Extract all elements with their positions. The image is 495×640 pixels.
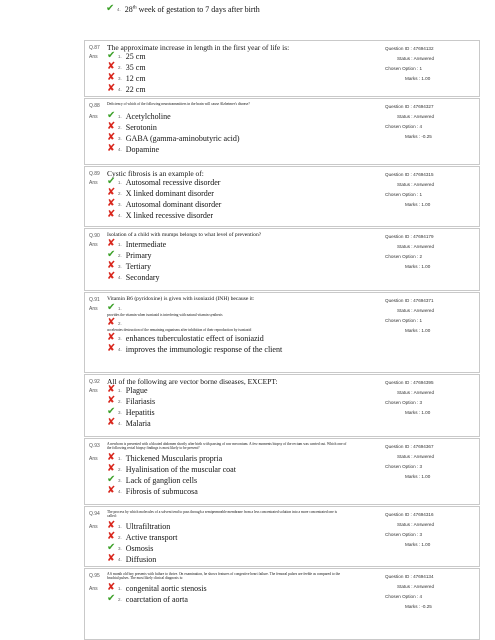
meta-qid: Question ID : 47694134 xyxy=(385,574,434,579)
option-text: Fibrosis of submucosa xyxy=(125,486,198,496)
option-text: X linked recessive disorder xyxy=(125,210,214,220)
meta-marks: Marks : 1.00 xyxy=(405,542,431,547)
option-text: Acetylcholine xyxy=(125,111,171,121)
option-text: accelerates destruction of the remaining organisms after inhibition of their reproduction by isoniazid xyxy=(107,328,252,332)
option-text: 35 cm xyxy=(125,62,146,72)
check-icon: ✔ xyxy=(106,3,115,14)
meta-status: Status : Answered xyxy=(397,182,435,187)
option-row xyxy=(107,543,153,553)
meta-chosen: Chosen Option : 3 xyxy=(385,400,423,405)
option-number: 4. xyxy=(118,346,122,352)
top-option xyxy=(106,3,260,15)
meta-marks: Marks : -0.25 xyxy=(405,604,432,609)
option-text: 12 cm xyxy=(125,73,146,83)
question-number: Q.94 xyxy=(89,511,100,517)
answer-meta xyxy=(385,378,465,418)
option-text: provides the vitamin when isoniazid is interfering with natural vitamin synthesis xyxy=(107,313,223,317)
answer-sheet xyxy=(84,0,480,640)
option-text: enhances tuberculostatic effect of isoniazid xyxy=(125,333,264,343)
answer-meta xyxy=(385,572,465,612)
option-number: 3. xyxy=(118,545,122,551)
option-number: 2. xyxy=(118,466,122,472)
option-number: 2. xyxy=(118,398,122,404)
cross-icon: ✘ xyxy=(107,143,116,154)
ans-label: Ans xyxy=(89,242,98,248)
option-row xyxy=(107,554,156,564)
option-row xyxy=(107,144,159,154)
option-number: 3. xyxy=(118,335,122,341)
meta-status: Status : Answered xyxy=(397,56,435,61)
option-text: coarctation of aorta xyxy=(125,594,188,604)
question-card xyxy=(84,438,480,505)
option-row xyxy=(107,396,155,406)
question-text: The process by which molecules of a solvent tend to pass through a semipermeable membrane from a less concentrated solution into a more concentrated one is called: xyxy=(107,510,338,519)
option-row xyxy=(107,486,198,496)
check-icon: ✔ xyxy=(107,110,116,121)
option-number: 2. xyxy=(118,596,122,602)
option-text: Autosomal dominant disorder xyxy=(125,199,222,209)
option-text: Diffusion xyxy=(125,554,157,564)
meta-qid: Question ID : 47694316 xyxy=(385,512,434,517)
option-row xyxy=(107,418,151,428)
meta-marks: Marks : 1.00 xyxy=(405,264,431,269)
option-text: Malaria xyxy=(125,418,151,428)
option-row xyxy=(107,250,152,260)
option-number: 3. xyxy=(118,75,122,81)
meta-qid: Question ID : 47694395 xyxy=(385,380,434,385)
option-text: 25 cm xyxy=(125,51,146,61)
option-row xyxy=(107,210,213,220)
ans-label: Ans xyxy=(89,524,98,530)
option-number: 1. xyxy=(118,179,122,185)
option-row xyxy=(107,133,240,143)
option-row xyxy=(107,333,264,343)
meta-status: Status : Answered xyxy=(397,114,435,119)
option-number: 4. xyxy=(118,146,122,152)
answer-meta xyxy=(385,170,465,210)
check-icon: ✔ xyxy=(107,406,116,417)
question-text: A newborn is presented with a bloated abdomen shortly after birth with passing of raw meconium. A few moments biopsy of the rectum was carried out. Which one of the following rectal biopsy findings is most likely to be present? xyxy=(107,442,347,451)
option-row xyxy=(107,188,214,198)
option-row xyxy=(107,199,221,209)
meta-chosen: Chosen Option : 4 xyxy=(385,124,423,129)
option-text: Plague xyxy=(125,385,148,395)
cross-icon: ✘ xyxy=(107,187,116,198)
cross-icon: ✘ xyxy=(107,83,116,94)
option-number: 4. xyxy=(118,420,122,426)
option-row xyxy=(107,239,166,249)
meta-status: Status : Answered xyxy=(397,522,435,527)
option-number: 1. xyxy=(118,241,122,247)
question-text: Cystic fibrosis is an example of: xyxy=(107,169,204,178)
question-number: Q.95 xyxy=(89,573,100,579)
option-text: Osmosis xyxy=(125,543,154,553)
option-number: 2. xyxy=(118,320,122,326)
question-card xyxy=(84,292,480,373)
option-number: 1. xyxy=(118,523,122,529)
option-text: Thickened Muscularis propria xyxy=(125,453,223,463)
meta-status: Status : Answered xyxy=(397,244,435,249)
check-icon: ✔ xyxy=(107,176,116,187)
question-text: The approximate increase in length in the first year of life is: xyxy=(107,43,290,52)
option-number: 3. xyxy=(118,135,122,141)
meta-chosen: Chosen Option : 3 xyxy=(385,464,423,469)
option-row xyxy=(107,521,170,531)
option-number: 1. xyxy=(118,53,122,59)
meta-marks: Marks : -0.25 xyxy=(405,134,432,139)
question-card xyxy=(84,228,480,291)
option-row xyxy=(107,453,222,463)
option-row xyxy=(107,583,207,593)
option-number: 4. xyxy=(118,86,122,92)
option-row xyxy=(107,344,282,354)
meta-qid: Question ID : 47694371 xyxy=(385,298,434,303)
option-row xyxy=(107,177,220,187)
option-number: 3. xyxy=(118,477,122,483)
option-number: 1. xyxy=(118,305,122,311)
question-number: Q.92 xyxy=(89,379,100,385)
question-number: Q.89 xyxy=(89,171,100,177)
option-row xyxy=(107,318,347,334)
option-row xyxy=(107,464,236,474)
meta-qid: Question ID : 47694179 xyxy=(385,234,434,239)
cross-icon: ✘ xyxy=(107,384,116,395)
question-text: Vitamin B6 (pyridoxine) is given with isoniazid (INH) because it: xyxy=(107,296,255,302)
option-row xyxy=(107,475,197,485)
check-icon: ✔ xyxy=(107,302,116,313)
cross-icon: ✘ xyxy=(107,332,116,343)
option-number: 1. xyxy=(118,585,122,591)
option-row xyxy=(107,73,146,83)
ans-label: Ans xyxy=(89,180,98,186)
cross-icon: ✘ xyxy=(107,121,116,132)
cross-icon: ✘ xyxy=(107,343,116,354)
cross-icon: ✘ xyxy=(107,395,116,406)
answer-meta xyxy=(385,442,465,482)
option-text: GABA (gamma-aminobutyric acid) xyxy=(125,133,240,143)
meta-chosen: Chosen Option : 1 xyxy=(385,66,423,71)
question-text: Isolation of a child with mumps belongs to what level of prevention? xyxy=(107,232,262,238)
meta-qid: Question ID : 47694367 xyxy=(385,444,434,449)
option-number: 1. xyxy=(118,455,122,461)
meta-marks: Marks : 1.00 xyxy=(405,76,431,81)
option-number: 4. xyxy=(118,274,122,280)
option-number: 1. xyxy=(118,387,122,393)
option-number: 4. xyxy=(118,488,122,494)
meta-marks: Marks : 1.00 xyxy=(405,202,431,207)
cross-icon: ✘ xyxy=(107,132,116,143)
answer-meta xyxy=(385,102,465,142)
question-card xyxy=(84,506,480,567)
answer-meta xyxy=(385,296,465,336)
option-row xyxy=(107,303,347,319)
meta-chosen: Chosen Option : 4 xyxy=(385,594,423,599)
cross-icon: ✘ xyxy=(107,553,116,564)
cross-icon: ✘ xyxy=(107,61,116,72)
answer-meta xyxy=(385,232,465,272)
option-number: 2. xyxy=(118,64,122,70)
meta-status: Status : Answered xyxy=(397,308,435,313)
option-text: Active transport xyxy=(125,532,178,542)
cross-icon: ✘ xyxy=(107,72,116,83)
check-icon: ✔ xyxy=(107,542,116,553)
option-row xyxy=(107,62,146,72)
question-card xyxy=(84,40,480,97)
option-text: Hyalinisation of the muscular coat xyxy=(125,464,236,474)
option-row xyxy=(107,407,155,417)
check-icon: ✔ xyxy=(107,249,116,260)
option-text: X linked dominant disorder xyxy=(125,188,214,198)
option-number: 3. xyxy=(118,201,122,207)
option-text: Lack of ganglion cells xyxy=(125,475,198,485)
option-row xyxy=(107,51,146,61)
ans-label: Ans xyxy=(89,388,98,394)
option-text: Secondary xyxy=(125,272,160,282)
option-text: 28th week of gestation to 7 days after birth xyxy=(124,4,260,14)
cross-icon: ✘ xyxy=(107,520,116,531)
check-icon: ✔ xyxy=(107,593,116,604)
meta-qid: Question ID : 47694327 xyxy=(385,104,434,109)
cross-icon: ✘ xyxy=(107,260,116,271)
option-number: 3. xyxy=(118,409,122,415)
cross-icon: ✘ xyxy=(107,485,116,496)
meta-status: Status : Answered xyxy=(397,584,435,589)
ans-label: Ans xyxy=(89,54,98,60)
option-row xyxy=(107,594,188,604)
question-number: Q.93 xyxy=(89,443,100,449)
option-number: 2. xyxy=(118,124,122,130)
option-text: Serotonin xyxy=(125,122,157,132)
meta-chosen: Chosen Option : 2 xyxy=(385,254,423,259)
option-text: Autosomal recessive disorder xyxy=(125,177,221,187)
meta-marks: Marks : 1.00 xyxy=(405,410,431,415)
cross-icon: ✘ xyxy=(107,452,116,463)
option-row xyxy=(107,261,151,271)
option-number: 4. xyxy=(117,6,121,12)
option-text: 22 cm xyxy=(125,84,146,94)
meta-chosen: Chosen Option : 3 xyxy=(385,532,423,537)
cross-icon: ✘ xyxy=(107,531,116,542)
option-text: congenital aortic stenosis xyxy=(125,583,207,593)
cross-icon: ✘ xyxy=(107,271,116,282)
question-number: Q.87 xyxy=(89,45,100,51)
meta-status: Status : Answered xyxy=(397,454,435,459)
option-text: improves the immunologic response of the client xyxy=(125,344,283,354)
question-number: Q.91 xyxy=(89,297,100,303)
option-row xyxy=(107,111,171,121)
ans-label: Ans xyxy=(89,456,98,462)
check-icon: ✔ xyxy=(107,50,116,61)
question-number: Q.88 xyxy=(89,103,100,109)
option-number: 3. xyxy=(118,263,122,269)
answer-meta xyxy=(385,510,465,550)
option-text: Ultrafiltration xyxy=(125,521,171,531)
meta-marks: Marks : 1.00 xyxy=(405,328,431,333)
cross-icon: ✘ xyxy=(107,463,116,474)
ans-label: Ans xyxy=(89,306,98,312)
question-text: All of the following are vector borne diseases, EXCEPT: xyxy=(107,377,278,386)
option-number: 4. xyxy=(118,212,122,218)
answer-meta xyxy=(385,44,465,84)
option-number: 1. xyxy=(118,113,122,119)
option-number: 2. xyxy=(118,252,122,258)
cross-icon: ✘ xyxy=(107,209,116,220)
option-number: 4. xyxy=(118,556,122,562)
cross-icon: ✘ xyxy=(107,238,116,249)
option-text: Primary xyxy=(125,250,152,260)
cross-icon: ✘ xyxy=(107,317,116,328)
option-text: Tertiary xyxy=(125,261,151,271)
cross-icon: ✘ xyxy=(107,582,116,593)
ans-label: Ans xyxy=(89,586,98,592)
question-number: Q.90 xyxy=(89,233,100,239)
option-text: Filariasis xyxy=(125,396,156,406)
question-text: A 6 month old boy presents with failure to thrive. On examination, he shows features of congestive heart failure. The femoral pulses are feeble as compared to the brachial pulses. The most likely clinical diagnosis is: xyxy=(107,572,341,581)
cross-icon: ✘ xyxy=(107,417,116,428)
option-row xyxy=(107,385,148,395)
check-icon: ✔ xyxy=(107,474,116,485)
ans-label: Ans xyxy=(89,114,98,120)
question-card xyxy=(84,568,480,640)
meta-marks: Marks : 1.00 xyxy=(405,474,431,479)
option-number: 2. xyxy=(118,534,122,540)
option-number: 2. xyxy=(118,190,122,196)
option-row xyxy=(107,122,157,132)
cross-icon: ✘ xyxy=(107,198,116,209)
meta-status: Status : Answered xyxy=(397,390,435,395)
option-text: Dopamine xyxy=(125,144,160,154)
option-row xyxy=(107,272,160,282)
meta-qid: Question ID : 47694132 xyxy=(385,46,434,51)
meta-qid: Question ID : 47694315 xyxy=(385,172,434,177)
question-card xyxy=(84,166,480,227)
option-text: Intermediate xyxy=(125,239,167,249)
question-card xyxy=(84,374,480,437)
meta-chosen: Chosen Option : 1 xyxy=(385,192,423,197)
option-text: Hepatitis xyxy=(125,407,155,417)
question-card xyxy=(84,98,480,165)
option-row xyxy=(107,84,146,94)
option-row xyxy=(107,532,178,542)
question-text: Deficiency of which of the following neurotransmitters in the brain will cause Alzheimer's disease? xyxy=(107,102,250,106)
meta-chosen: Chosen Option : 1 xyxy=(385,318,423,323)
